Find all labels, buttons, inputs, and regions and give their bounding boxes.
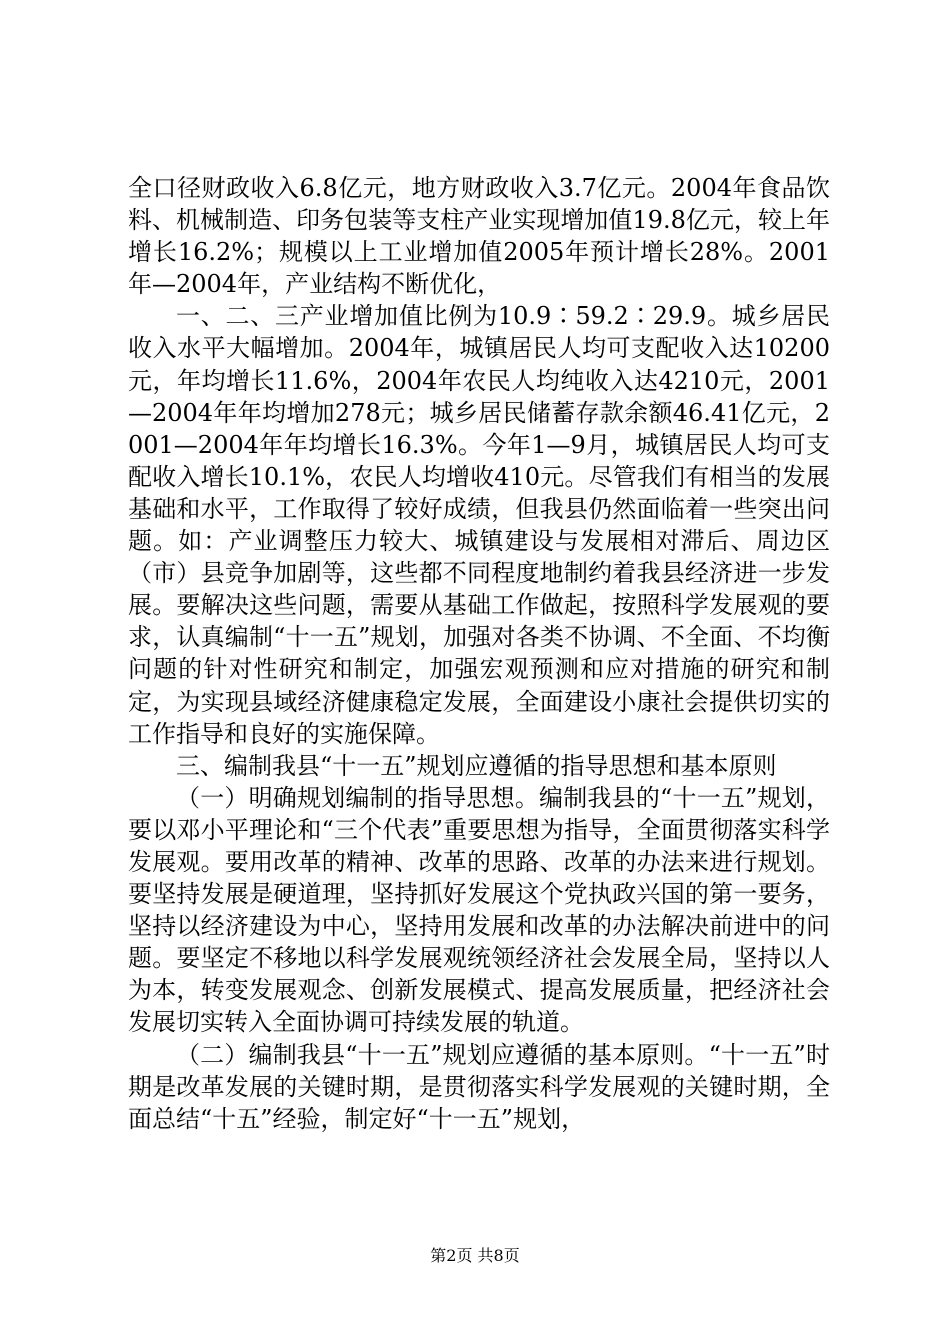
- document-body: [128, 172, 830, 1135]
- paragraph-fiscal-revenue: 全口径财政收入6.8亿元，地方财政收入3.7亿元。2004年食品饮料、机械制造、印务包装等支柱产业实现增加值19.8亿元，较上年增长16.2%；规模以上工业增加值2005年预计增长28%。2001年—2004年，产业结构不断优化，: [128, 174, 830, 299]
- paragraph-basic-principles: （二）编制我县“十一五”规划应遵循的基本原则。“十一五”时期是改革发展的关键时期，是贯彻落实科学发展观的关键时期，全面总结“十五”经验，制定好“十一五”规划，: [128, 1040, 830, 1133]
- paragraph-industry-structure: 一、二、三产业增加值比例为10.9∶59.2∶29.9。城乡居民收入水平大幅增加。2004年，城镇居民人均可支配收入达10200元，年均增长11.6%，2004年农民人均纯收入达4210元，2001—2004年年均增加278元；城乡居民储蓄存款余额46.41亿元，2001—2004年年均增长16.3%。今年1—9月，城镇居民人均可支配收入增长10.1%，农民人均增收410元。尽管我们有相当的发展基础和水平，工作取得了较好成绩，但我县仍然面临着一些突出问题。如：产业调整压力较大、城镇建设与发展相对滞后、周边区（市）县竞争加剧等，这些都不同程度地制约着我县经济进一步发展。要解决这些问题，需要从基础工作做起，按照科学发展观的要求，认真编制“十一五”规划，加强对各类不协调、不全面、不均衡问题的针对性研究和制定，加强宏观预测和应对措施的研究和制定，为实现县域经济健康稳定发展，全面建设小康社会提供切实的工作指导和良好的实施保障。: [128, 302, 830, 748]
- paragraph-guiding-ideology: （一）明确规划编制的指导思想。编制我县的“十一五”规划，要以邓小平理论和“三个代表”重要思想为指导，全面贯彻落实科学发展观。要用改革的精神、改革的思路、改革的办法来进行规划。要坚持发展是硬道理，坚持抓好发展这个党执政兴国的第一要务，坚持以经济建设为中心，坚持用发展和改革的办法解决前进中的问题。要坚定不移地以科学发展观统领经济社会发展全局，坚持以人为本，转变发展观念、创新发展模式、提高发展质量，把经济社会发展切实转入全面协调可持续发展的轨道。: [128, 783, 830, 1037]
- page-footer: 第2页 共8页: [430, 1246, 520, 1265]
- section-heading-guiding-principles: 三、编制我县“十一五”规划应遵循的指导思想和基本原则: [176, 751, 777, 780]
